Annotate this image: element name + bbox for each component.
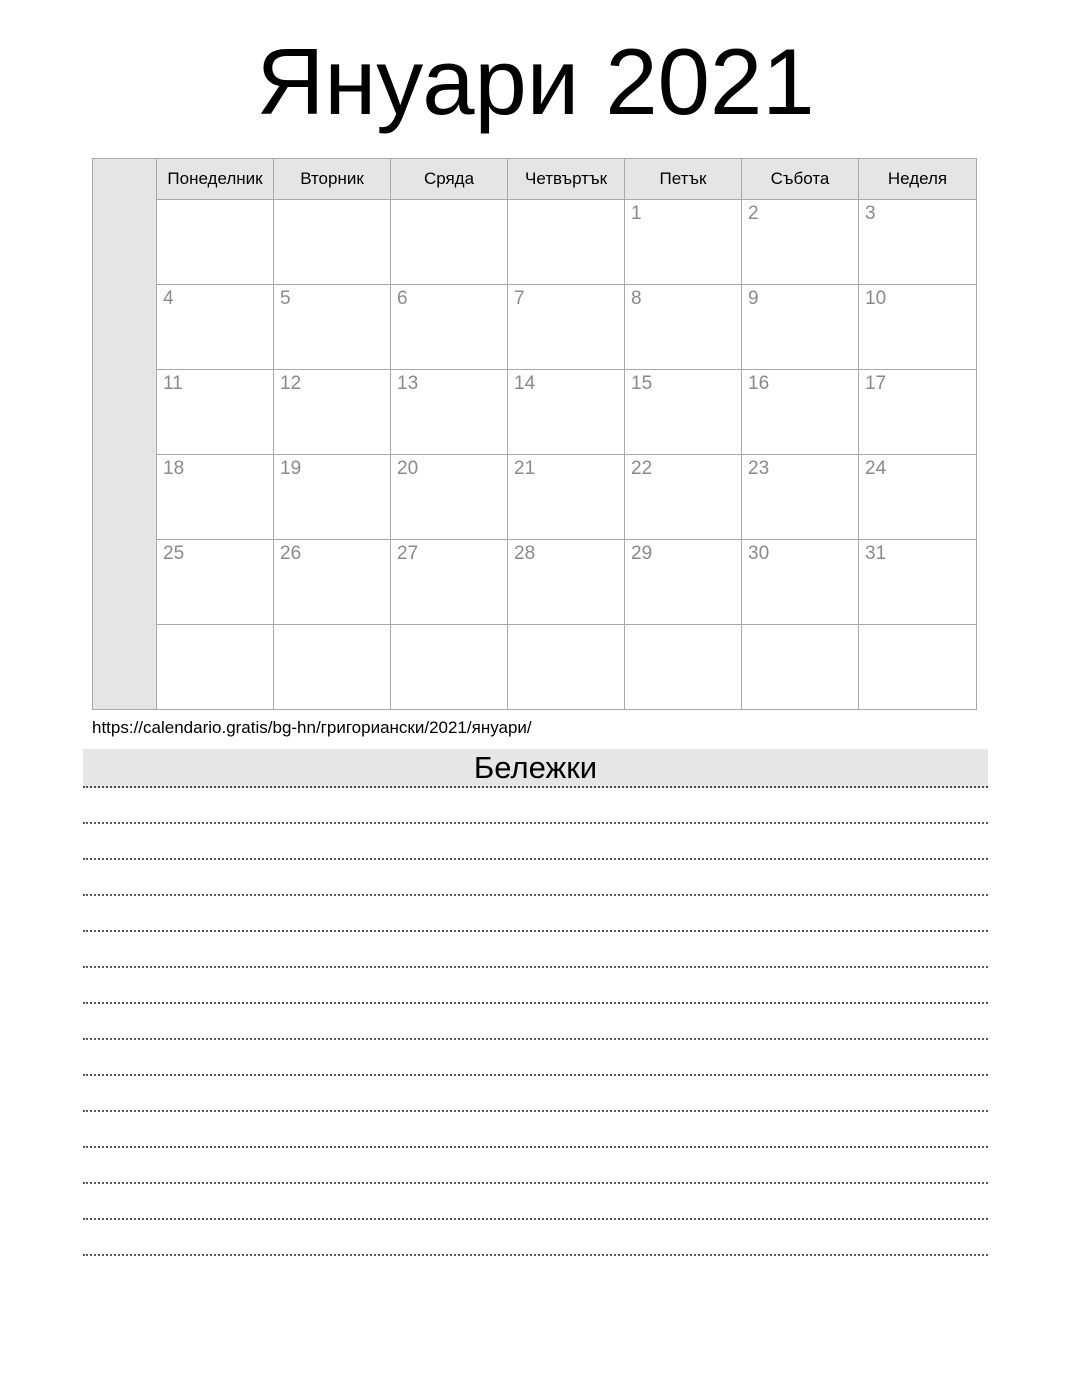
calendar-table [92, 158, 977, 710]
weekday-header-6: Събота [742, 158, 859, 199]
note-line-1 [83, 788, 988, 824]
day-number: 3 [865, 202, 876, 224]
day-number: 2 [748, 202, 759, 224]
notes-section [83, 749, 988, 1256]
calendar-table-body [93, 158, 977, 709]
calendar-day-cell-8 [625, 284, 742, 369]
note-line-5 [83, 932, 988, 968]
note-line-3 [83, 860, 988, 896]
weekday-header-3: Сряда [391, 158, 508, 199]
day-number: 12 [280, 372, 302, 394]
week-row-3 [93, 369, 977, 454]
page-title: Януари 2021 [256, 29, 815, 134]
calendar-empty-cell [274, 624, 391, 709]
calendar-empty-cell [508, 624, 625, 709]
week-row-5 [93, 539, 977, 624]
weekday-header-4: Четвъртък [508, 158, 625, 199]
day-number: 6 [397, 287, 408, 309]
calendar-day-cell-11 [157, 369, 274, 454]
day-number: 27 [397, 542, 419, 564]
day-number: 28 [514, 542, 536, 564]
day-number: 10 [865, 287, 887, 309]
calendar-empty-cell [391, 199, 508, 284]
calendar-day-cell-18 [157, 454, 274, 539]
calendar-day-cell-10 [859, 284, 977, 369]
note-line-11 [83, 1148, 988, 1184]
calendar-day-cell-22 [625, 454, 742, 539]
note-line-6 [83, 968, 988, 1004]
day-number: 22 [631, 457, 653, 479]
calendar-day-cell-21 [508, 454, 625, 539]
calendar-day-cell-4 [157, 284, 274, 369]
calendar-day-cell-12 [274, 369, 391, 454]
day-number: 23 [748, 457, 770, 479]
day-number: 16 [748, 372, 770, 394]
calendar-day-cell-31 [859, 539, 977, 624]
calendar-day-cell-2 [742, 199, 859, 284]
day-number: 24 [865, 457, 887, 479]
day-number: 7 [514, 287, 525, 309]
notes-title: Бележки [83, 749, 988, 788]
calendar-empty-cell [391, 624, 508, 709]
day-number: 1 [631, 202, 642, 224]
calendar-day-cell-13 [391, 369, 508, 454]
note-line-7 [83, 1004, 988, 1040]
calendar-empty-cell [742, 624, 859, 709]
calendar-day-cell-6 [391, 284, 508, 369]
calendar-empty-cell [625, 624, 742, 709]
week-row-2 [93, 284, 977, 369]
day-number: 26 [280, 542, 302, 564]
day-number: 20 [397, 457, 419, 479]
calendar-day-cell-26 [274, 539, 391, 624]
day-number: 25 [163, 542, 185, 564]
calendar-day-cell-15 [625, 369, 742, 454]
calendar-side-column [93, 158, 157, 709]
day-number: 9 [748, 287, 759, 309]
calendar-day-cell-16 [742, 369, 859, 454]
day-number: 14 [514, 372, 536, 394]
week-row-1 [93, 199, 977, 284]
source-url: https://calendario.gratis/bg-hn/григориански/2021/януари/ [92, 717, 532, 737]
calendar-day-cell-7 [508, 284, 625, 369]
day-number: 15 [631, 372, 653, 394]
day-number: 31 [865, 542, 887, 564]
note-line-12 [83, 1184, 988, 1220]
calendar-day-cell-28 [508, 539, 625, 624]
note-line-2 [83, 824, 988, 860]
note-line-9 [83, 1076, 988, 1112]
day-number: 8 [631, 287, 642, 309]
note-line-4 [83, 896, 988, 932]
week-row-6 [93, 624, 977, 709]
week-row-4 [93, 454, 977, 539]
notes-lines [83, 788, 988, 1256]
calendar-day-cell-27 [391, 539, 508, 624]
day-number: 30 [748, 542, 770, 564]
day-number: 29 [631, 542, 653, 564]
day-number: 17 [865, 372, 887, 394]
calendar-empty-cell [157, 624, 274, 709]
note-line-8 [83, 1040, 988, 1076]
calendar-day-cell-1 [625, 199, 742, 284]
calendar-day-cell-20 [391, 454, 508, 539]
calendar-day-cell-5 [274, 284, 391, 369]
calendar-day-cell-17 [859, 369, 977, 454]
calendar-day-cell-9 [742, 284, 859, 369]
weekday-header-row [93, 158, 977, 199]
note-line-13 [83, 1220, 988, 1256]
calendar-day-cell-25 [157, 539, 274, 624]
calendar-day-cell-30 [742, 539, 859, 624]
day-number: 19 [280, 457, 302, 479]
note-line-10 [83, 1112, 988, 1148]
weekday-header-2: Вторник [274, 158, 391, 199]
calendar-day-cell-29 [625, 539, 742, 624]
calendar-day-cell-19 [274, 454, 391, 539]
calendar-empty-cell [859, 624, 977, 709]
day-number: 4 [163, 287, 174, 309]
calendar-day-cell-24 [859, 454, 977, 539]
calendar-day-cell-3 [859, 199, 977, 284]
calendar-empty-cell [157, 199, 274, 284]
day-number: 21 [514, 457, 536, 479]
calendar-empty-cell [274, 199, 391, 284]
calendar-day-cell-14 [508, 369, 625, 454]
weekday-header-1: Понеделник [157, 158, 274, 199]
day-number: 5 [280, 287, 291, 309]
day-number: 18 [163, 457, 185, 479]
weekday-header-7: Неделя [859, 158, 977, 199]
calendar-day-cell-23 [742, 454, 859, 539]
day-number: 11 [163, 372, 183, 394]
day-number: 13 [397, 372, 419, 394]
weekday-header-5: Петък [625, 158, 742, 199]
calendar-empty-cell [508, 199, 625, 284]
